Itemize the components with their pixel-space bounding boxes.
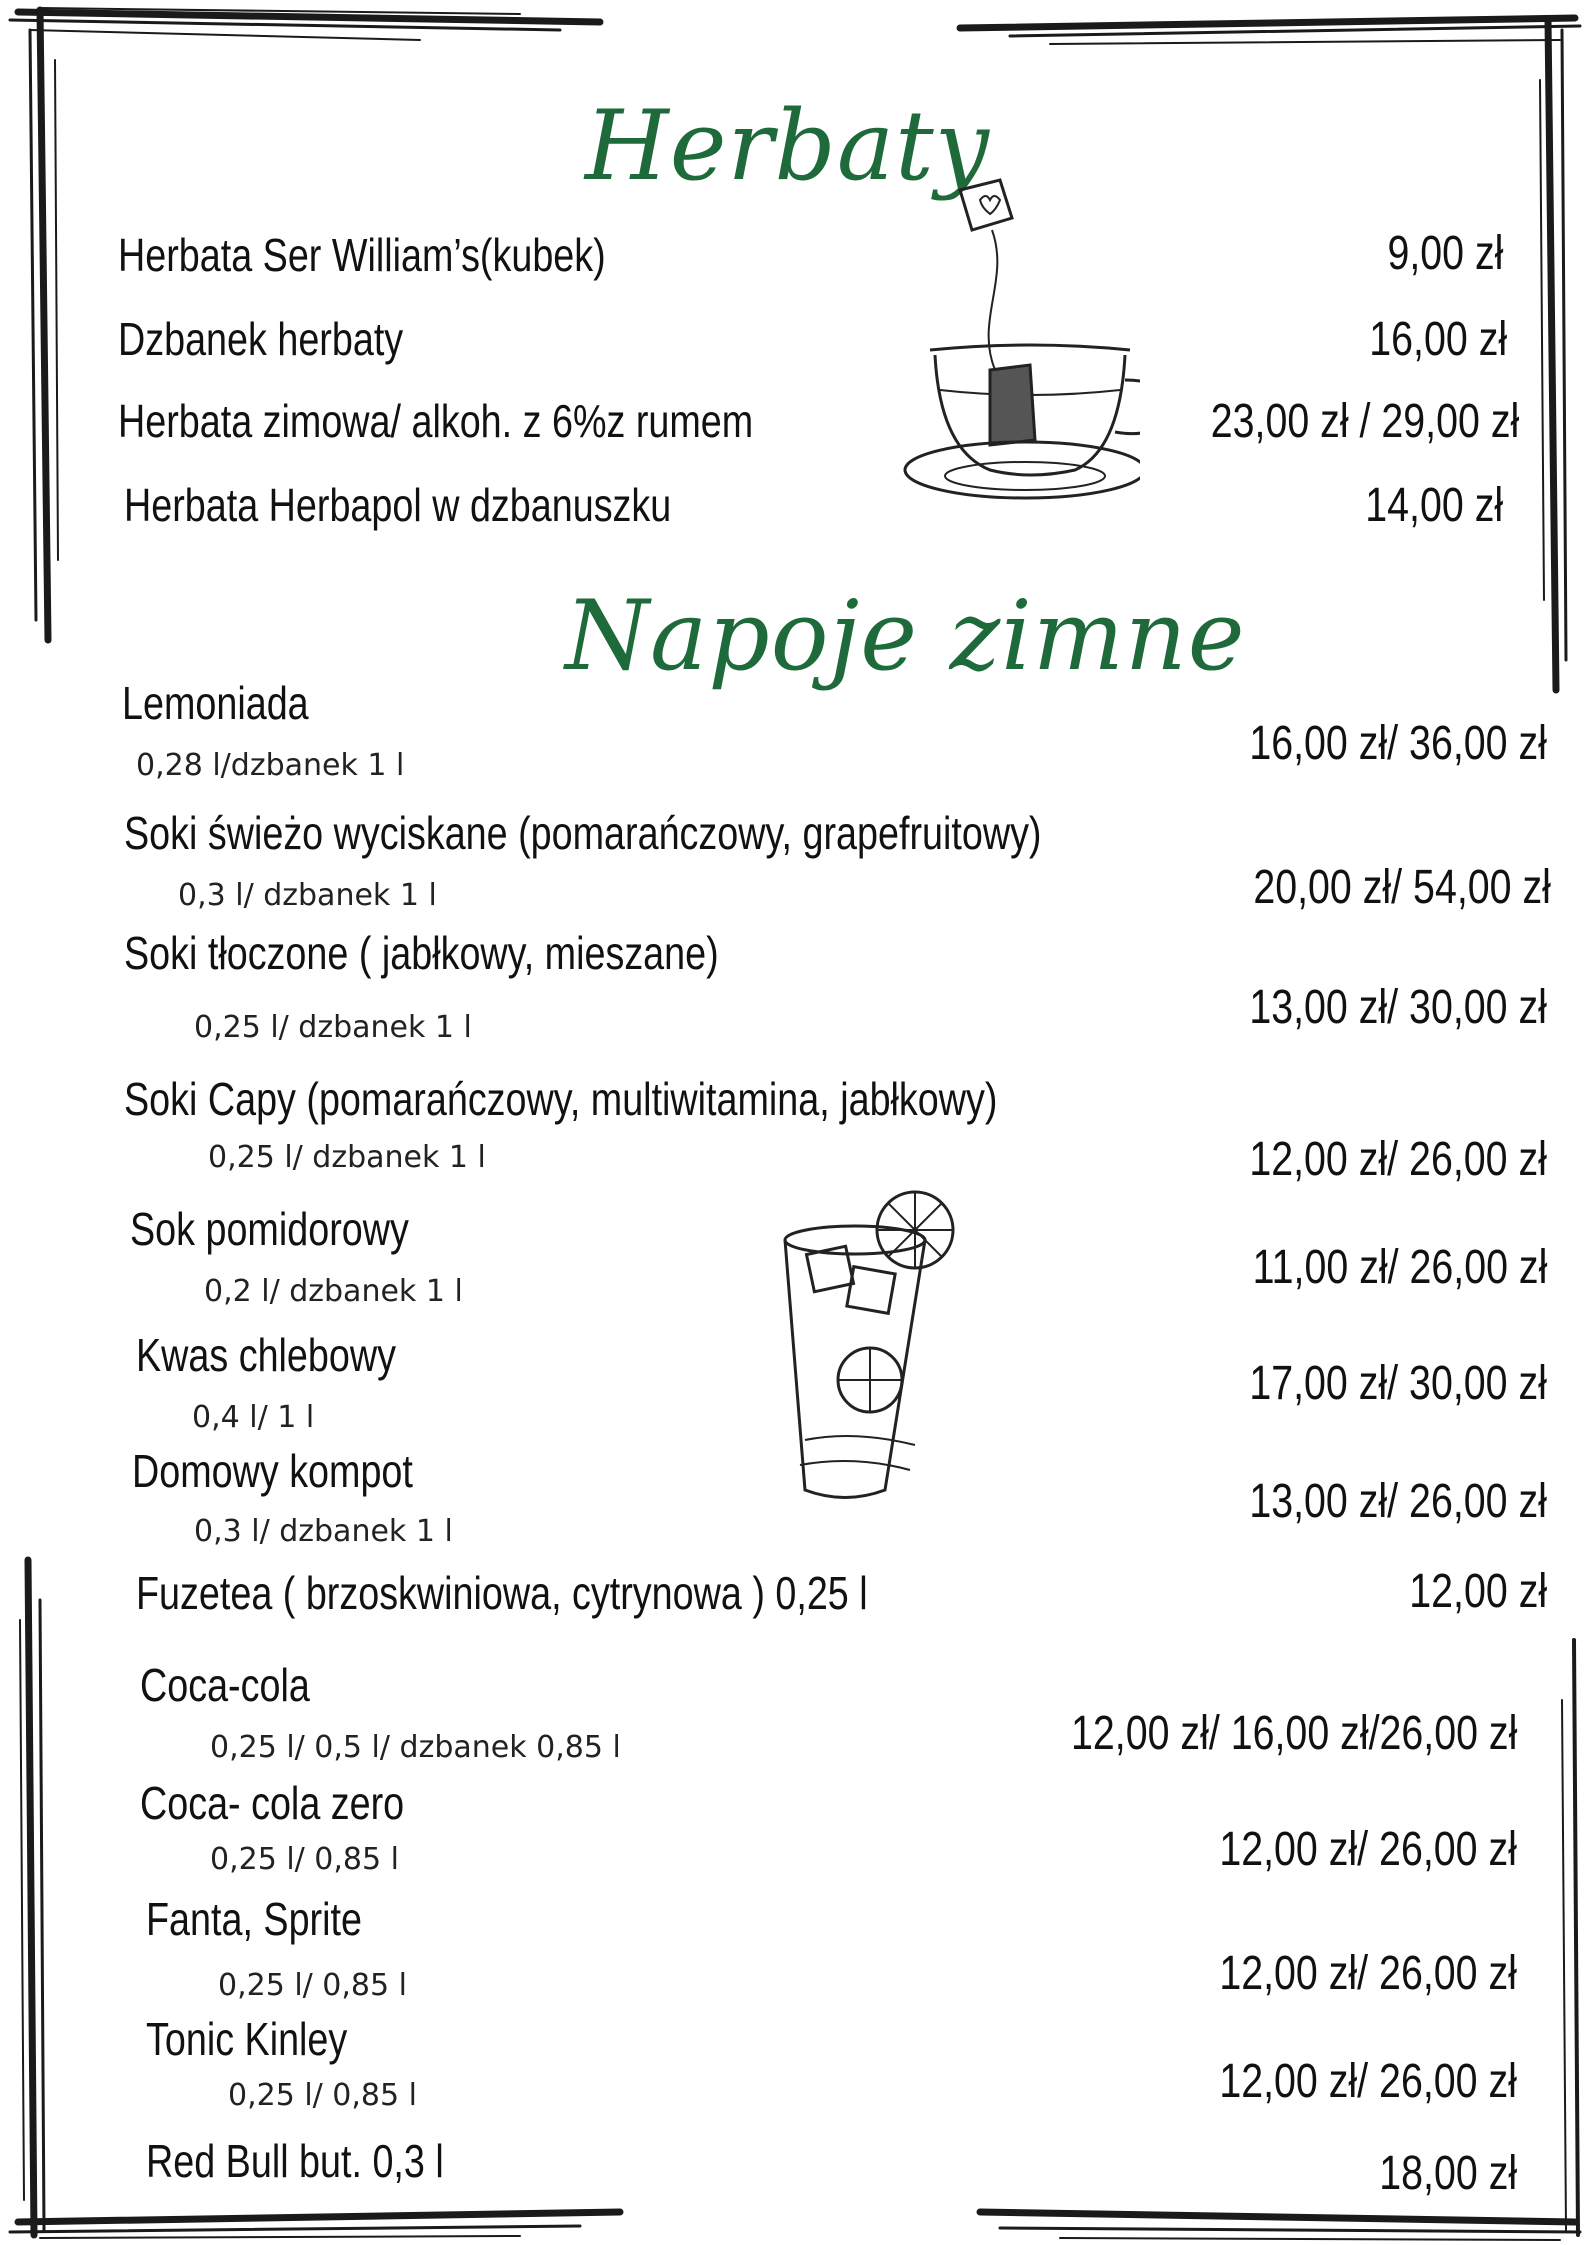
item-price: 23,00 zł / 29,00 zł: [1210, 395, 1519, 448]
item-price: 12,00 zł/ 16,00 zł/26,00 zł: [1070, 1707, 1517, 1760]
item-name: Lemoniada: [122, 677, 309, 729]
item-name: Soki tłoczone ( jabłkowy, mieszane): [124, 927, 719, 979]
item-price: 17,00 zł/ 30,00 zł: [1249, 1357, 1547, 1410]
item-name: Herbata zimowa/ alkoh. z 6%z rumem: [118, 395, 754, 447]
item-price: 12,00 zł/ 26,00 zł: [1219, 2055, 1517, 2108]
item-name: Red Bull but. 0,3 l: [146, 2135, 444, 2187]
item-name: Soki Capy (pomarańczowy, multiwitamina, jabłkowy): [124, 1073, 998, 1125]
item-volume: 0,25 l/ 0,85 l: [218, 1968, 407, 2003]
item-price: 12,00 zł/ 26,00 zł: [1219, 1947, 1517, 2000]
item-name: Sok pomidorowy: [130, 1203, 409, 1255]
item-price: 13,00 zł/ 30,00 zł: [1249, 981, 1547, 1034]
item-name: Domowy kompot: [132, 1445, 413, 1497]
item-name: Soki świeżo wyciskane (pomarańczowy, grapefruitowy): [124, 807, 1042, 859]
item-price: 13,00 zł/ 26,00 zł: [1249, 1475, 1547, 1528]
item-volume: 0,25 l/ 0,85 l: [210, 1842, 399, 1877]
item-price: 18,00 zł: [1379, 2147, 1517, 2200]
item-name: Fuzetea ( brzoskwiniowa, cytrynowa ) 0,25 l: [136, 1567, 868, 1619]
item-volume: 0,25 l/ 0,85 l: [228, 2078, 417, 2113]
item-volume: 0,2 l/ dzbanek 1 l: [204, 1274, 463, 1309]
item-name: Kwas chlebowy: [136, 1329, 396, 1381]
item-name: Herbata Ser William’s(kubek): [118, 229, 606, 281]
item-price: 14,00 zł: [1365, 479, 1503, 532]
item-volume: 0,25 l/ dzbanek 1 l: [194, 1010, 472, 1045]
item-price: 11,00 zł/ 26,00 zł: [1252, 1241, 1547, 1294]
item-name: Dzbanek herbaty: [118, 313, 404, 365]
section-title-herbaty: Herbaty: [585, 90, 990, 202]
item-name: Tonic Kinley: [146, 2013, 348, 2065]
item-name: Coca- cola zero: [140, 1777, 405, 1829]
item-name: Herbata Herbapol w dzbanuszku: [124, 479, 672, 531]
iced-drink-icon: [775, 1180, 975, 1510]
item-name: Coca-cola: [140, 1659, 310, 1711]
teacup-icon: [880, 170, 1140, 510]
item-price: 12,00 zł: [1409, 1565, 1547, 1618]
item-volume: 0,25 l/ 0,5 l/ dzbanek 0,85 l: [210, 1730, 621, 1765]
item-volume: 0,25 l/ dzbanek 1 l: [208, 1140, 486, 1175]
item-price: 16,00 zł/ 36,00 zł: [1249, 717, 1547, 770]
item-price: 9,00 zł: [1387, 227, 1503, 280]
item-volume: 0,28 l/dzbanek 1 l: [136, 748, 405, 783]
item-volume: 0,3 l/ dzbanek 1 l: [178, 878, 437, 913]
item-name: Fanta, Sprite: [146, 1893, 362, 1945]
item-price: 12,00 zł/ 26,00 zł: [1219, 1823, 1517, 1876]
item-volume: 0,4 l/ 1 l: [192, 1400, 315, 1435]
item-volume: 0,3 l/ dzbanek 1 l: [194, 1514, 453, 1549]
item-price: 16,00 zł: [1369, 313, 1507, 366]
item-price: 12,00 zł/ 26,00 zł: [1249, 1133, 1547, 1186]
item-price: 20,00 zł/ 54,00 zł: [1253, 861, 1551, 914]
section-title-napoje-zimne: Napoje zimne: [565, 580, 1246, 692]
